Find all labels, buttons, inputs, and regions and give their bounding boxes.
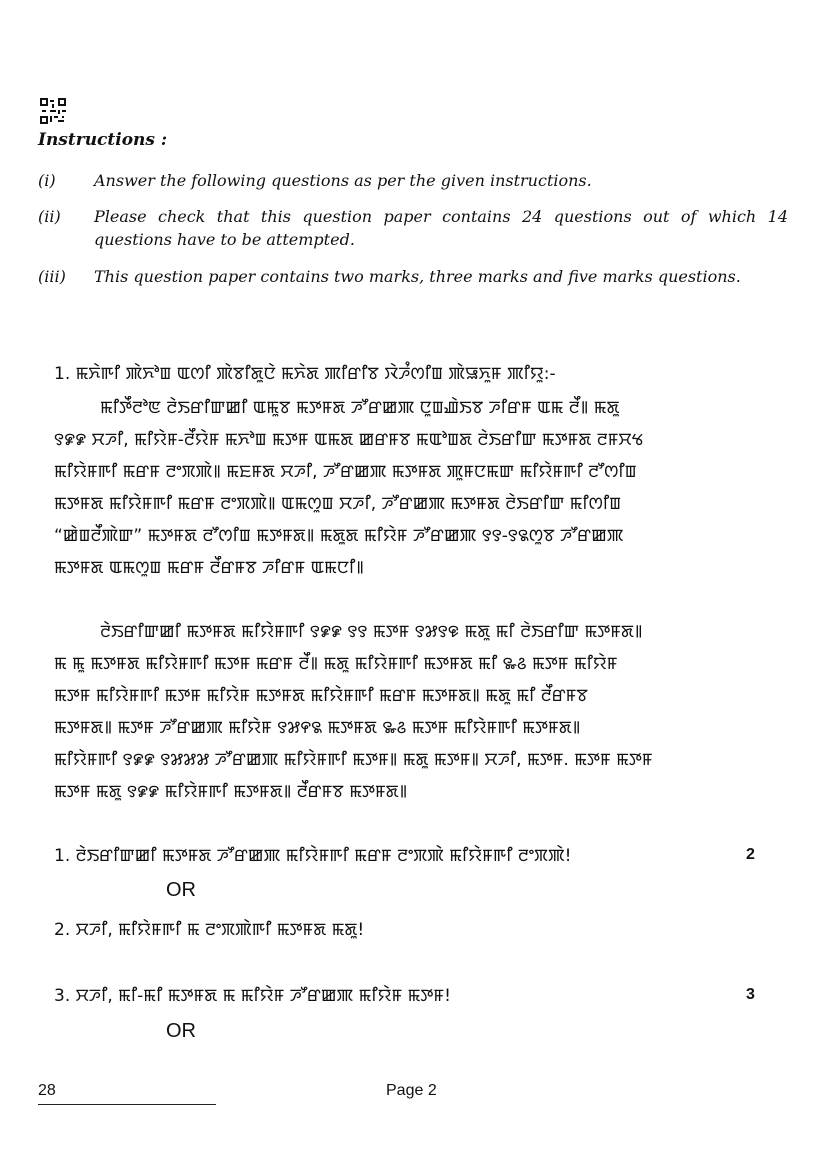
passage-line: “ꯀꯥꯡꯂꯩꯄꯥꯛ” ꯃꯇꯝꯗ ꯂꯧꯁꯤꯡ ꯃꯇꯝꯗ꯫ ꯃꯗꯨꯗ ꯃꯤꯌꯥꯝ ꯍꯧꯔꯀꯄ ꯱꯱-꯱꯲ꯁꯨꯕ ꯍꯧꯔꯀꯄ	[54, 526, 624, 546]
passage-line: ꯃꯤꯌꯥꯝꯒꯤ ꯃꯔꯝ ꯂꯦꯞꯄꯥ꯫ ꯃꯐꯝꯗ ꯆꯍꯤ, ꯍꯧꯔꯀꯄ ꯃꯇꯝꯗ ꯄꯨꯝꯅꯃꯛ ꯃꯤꯌꯥꯝꯒꯤ ꯂꯧꯁꯤꯡ	[54, 462, 637, 482]
instruction-text: Answer the following questions as per the given instructions.	[94, 171, 592, 190]
page-number: Page 2	[386, 1082, 437, 1099]
section-title: 1. ꯃꯈꯥꯒꯤ ꯄꯥꯈꯣꯡ ꯑꯁꯤ ꯄꯥꯕꯤꯗꯨꯅꯥ ꯃꯈꯥꯗ ꯄꯤꯔꯤꯕ ꯋꯥꯍꯪꯁꯤꯡ ꯄꯥꯎꯈꯨꯝ ꯄꯤꯌꯨ:-	[54, 364, 556, 384]
instructions-heading: Instructions :	[38, 130, 168, 150]
passage-line: ꯃꯇꯝꯗ꯫ ꯃꯇꯝ ꯍꯧꯔꯀꯄ ꯃꯤꯌꯥꯝ ꯱꯷꯵꯲ ꯃꯇꯝꯗ ꯳꯴ ꯃꯇꯝ ꯃꯤꯌꯥꯝꯒꯤ ꯃꯇꯝꯗ꯫	[54, 718, 581, 738]
question-3-marks: 3	[746, 986, 755, 1003]
instruction-item	[38, 205, 788, 251]
question-3: 3. ꯆꯍꯤ, ꯃꯤ-ꯃꯤ ꯃꯇꯝꯗ ꯃ ꯃꯤꯌꯥꯝ ꯍꯧꯔꯀꯄ ꯃꯤꯌꯥꯝ ꯃꯇꯝ!	[54, 986, 451, 1006]
passage-line: ꯂꯥꯏꯔꯤꯛꯀꯤ ꯃꯇꯝꯗ ꯃꯤꯌꯥꯝꯒꯤ ꯱꯹꯹ ꯱꯱ ꯃꯇꯝ ꯱꯷꯱꯶ ꯃꯗꯨ ꯃꯤ ꯂꯥꯏꯔꯤꯛ ꯃꯇꯝꯗ꯫	[100, 622, 643, 642]
instruction-number: (iii)	[38, 267, 66, 286]
passage-line: ꯃꯇꯝꯗ ꯑꯃꯁꯨꯡ ꯃꯔꯝ ꯂꯩꯔꯝꯕ ꯍꯤꯔꯝ ꯑꯃꯅꯤ꯫	[54, 558, 364, 578]
footer-divider	[38, 1104, 216, 1105]
passage-line: ꯃ ꯃꯨ ꯃꯇꯝꯗ ꯃꯤꯌꯥꯝꯒꯤ ꯃꯇꯝ ꯃꯔꯝ ꯂꯩ꯫ ꯃꯗꯨ ꯃꯤꯌꯥꯝꯒꯤ ꯃꯇꯝꯗ ꯃꯤ ꯳꯴ ꯃꯇꯝ ꯃꯤꯌꯥꯝ	[54, 654, 618, 674]
or-label: OR	[166, 1020, 196, 1042]
passage-line: ꯃꯤꯇꯩꯂꯣꯟ ꯂꯥꯏꯔꯤꯛꯀꯤ ꯑꯃꯨꯕ ꯃꯇꯝꯗ ꯍꯧꯔꯀꯄ ꯅꯨꯡꯉꯥꯏꯕ ꯍꯤꯔꯝ ꯑꯃ ꯂꯩ꯫ ꯃꯗꯨ	[100, 398, 620, 418]
instruction-number: (ii)	[38, 207, 61, 226]
passage-line: ꯃꯇꯝꯗ ꯃꯤꯌꯥꯝꯒꯤ ꯃꯔꯝ ꯂꯦꯞꯄꯥ꯫ ꯑꯃꯁꯨꯡ ꯆꯍꯤ, ꯍꯧꯔꯀꯄ ꯃꯇꯝꯗ ꯂꯥꯏꯔꯤꯛ ꯃꯤꯁꯤꯡ	[54, 494, 622, 514]
instruction-text: This question paper contains two marks, three marks and five marks questions.	[94, 267, 741, 286]
paper-code: 28	[38, 1082, 56, 1099]
instruction-item	[38, 265, 788, 288]
question-1-marks: 2	[746, 846, 755, 863]
or-label: OR	[166, 879, 196, 901]
passage-line: ꯃꯇꯝ ꯃꯤꯌꯥꯝꯒꯤ ꯃꯇꯝ ꯃꯤꯌꯥꯝ ꯃꯇꯝꯗ ꯃꯤꯌꯥꯝꯒꯤ ꯃꯔꯝ ꯃꯇꯝꯗ꯫ ꯃꯗꯨ ꯃꯤ ꯂꯩꯔꯝꯕ	[54, 686, 588, 706]
instruction-item	[38, 169, 788, 192]
instruction-number: (i)	[38, 171, 56, 190]
question-1: 1. ꯂꯥꯏꯔꯤꯛꯀꯤ ꯃꯇꯝꯗ ꯍꯧꯔꯀꯄ ꯃꯤꯌꯥꯝꯒꯤ ꯃꯔꯝ ꯂꯦꯞꯄꯥ ꯃꯤꯌꯥꯝꯒꯤ ꯂꯦꯞꯄꯥ!	[54, 846, 572, 866]
passage-line: ꯃꯇꯝ ꯃꯗꯨ ꯱꯹꯹ ꯃꯤꯌꯥꯝꯒꯤ ꯃꯇꯝꯗ꯫ ꯂꯩꯔꯝꯕ ꯃꯇꯝꯗ꯫	[54, 782, 408, 802]
question-2: 2. ꯆꯍꯤ, ꯃꯤꯌꯥꯝꯒꯤ ꯃ ꯂꯦꯞꯄꯥꯒꯤ ꯃꯇꯝꯗ ꯃꯗꯨ!	[54, 920, 365, 940]
passage-line: ꯃꯤꯌꯥꯝꯒꯤ ꯱꯹꯹ ꯱꯷꯷꯷ ꯍꯧꯔꯀꯄ ꯃꯤꯌꯥꯝꯒꯤ ꯃꯇꯝ꯫ ꯃꯗꯨ ꯃꯇꯝ꯫ ꯆꯍꯤ, ꯃꯇꯝ. ꯃꯇꯝ ꯃꯇꯝ	[54, 750, 653, 770]
passage-line: ꯱꯹꯹ ꯆꯍꯤ, ꯃꯤꯌꯥꯝ-ꯂꯩꯌꯥꯝ ꯃꯈꯣꯡ ꯃꯇꯝ ꯑꯃꯗ ꯀꯔꯝꯕ ꯃꯑꯣꯡꯗ ꯂꯥꯏꯔꯤꯛ ꯃꯇꯝꯗ ꯂꯝꯆꯠ	[54, 430, 644, 450]
instruction-text: Please check that this question paper contains 24 questions out of which 14 questions have to be attempted.	[94, 207, 788, 249]
qr-code-icon	[40, 98, 66, 124]
